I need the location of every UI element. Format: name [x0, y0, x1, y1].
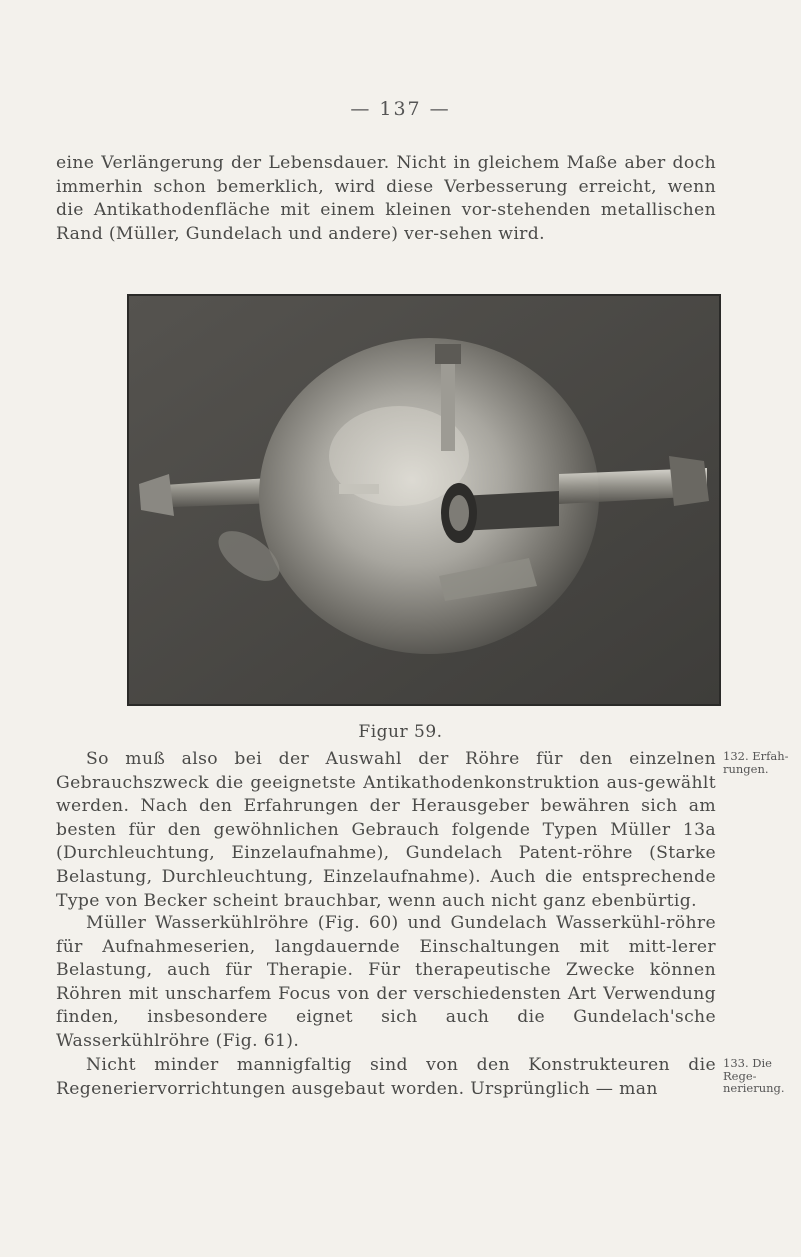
paragraph-2: Müller Wasserkühlröhre (Fig. 60) und Gundelach Wasserkühl-röhre für Aufnahmeserien, langdauernde Einschaltungen mit mitt-lerer Belastung, auch für Therapie. Für therapeutische Zwecke können Röhren mit unscharfem Focus von der verschiedensten Art Verwendung finden, insbesondere eignet sich auch die Gundelach'sche Wasserkühlröhre (Fig. 61).	[56, 913, 716, 1051]
margin-note-erfahrungen: 132. Erfah-rungen.	[723, 749, 789, 776]
page-number: — 137 —	[350, 98, 451, 120]
paragraph-1: So muß also bei der Auswahl der Röhre für den einzelnen Gebrauchszweck die geeignetste Antikathodenkonstruktion aus-gewählt werden. Nach den Erfahrungen der Herausgeber bewähren sich am besten für den gewöhnlichen Gebrauch folgende Typen Müller 13a (Durchleuchtung, Einzelaufnahme), Gundelach Patent-röhre (Starke Belastung, Durchleuchtung, Einzelaufnahme). Auch die entsprechende Type von Becker scheint brauchbar, wenn auch nicht ganz ebenbürtig.	[56, 749, 716, 911]
margin-note-regenerierung: 133. Die Rege-nerierung.	[723, 1056, 785, 1095]
xray-tube-illustration	[129, 296, 719, 704]
figure-photo-xray-tube	[127, 294, 721, 706]
paragraph-intro: eine Verlängerung der Lebensdauer. Nicht in gleichem Maße aber doch immerhin schon bemerklich, wird diese Verbesserung erreicht, wenn die Antikathodenfläche mit einem kleinen vor-stehenden metallischen Rand (Müller, Gundelach und andere) ver-sehen wird.	[56, 153, 716, 244]
tube-regenerator-neck	[441, 356, 455, 451]
paragraph-3: Nicht minder mannigfaltig sind von den Konstrukteuren die Regeneriervorrichtungen ausgebaut worden. Ursprünglich — man	[56, 1055, 716, 1099]
figure-caption: Figur 59.	[358, 722, 443, 742]
